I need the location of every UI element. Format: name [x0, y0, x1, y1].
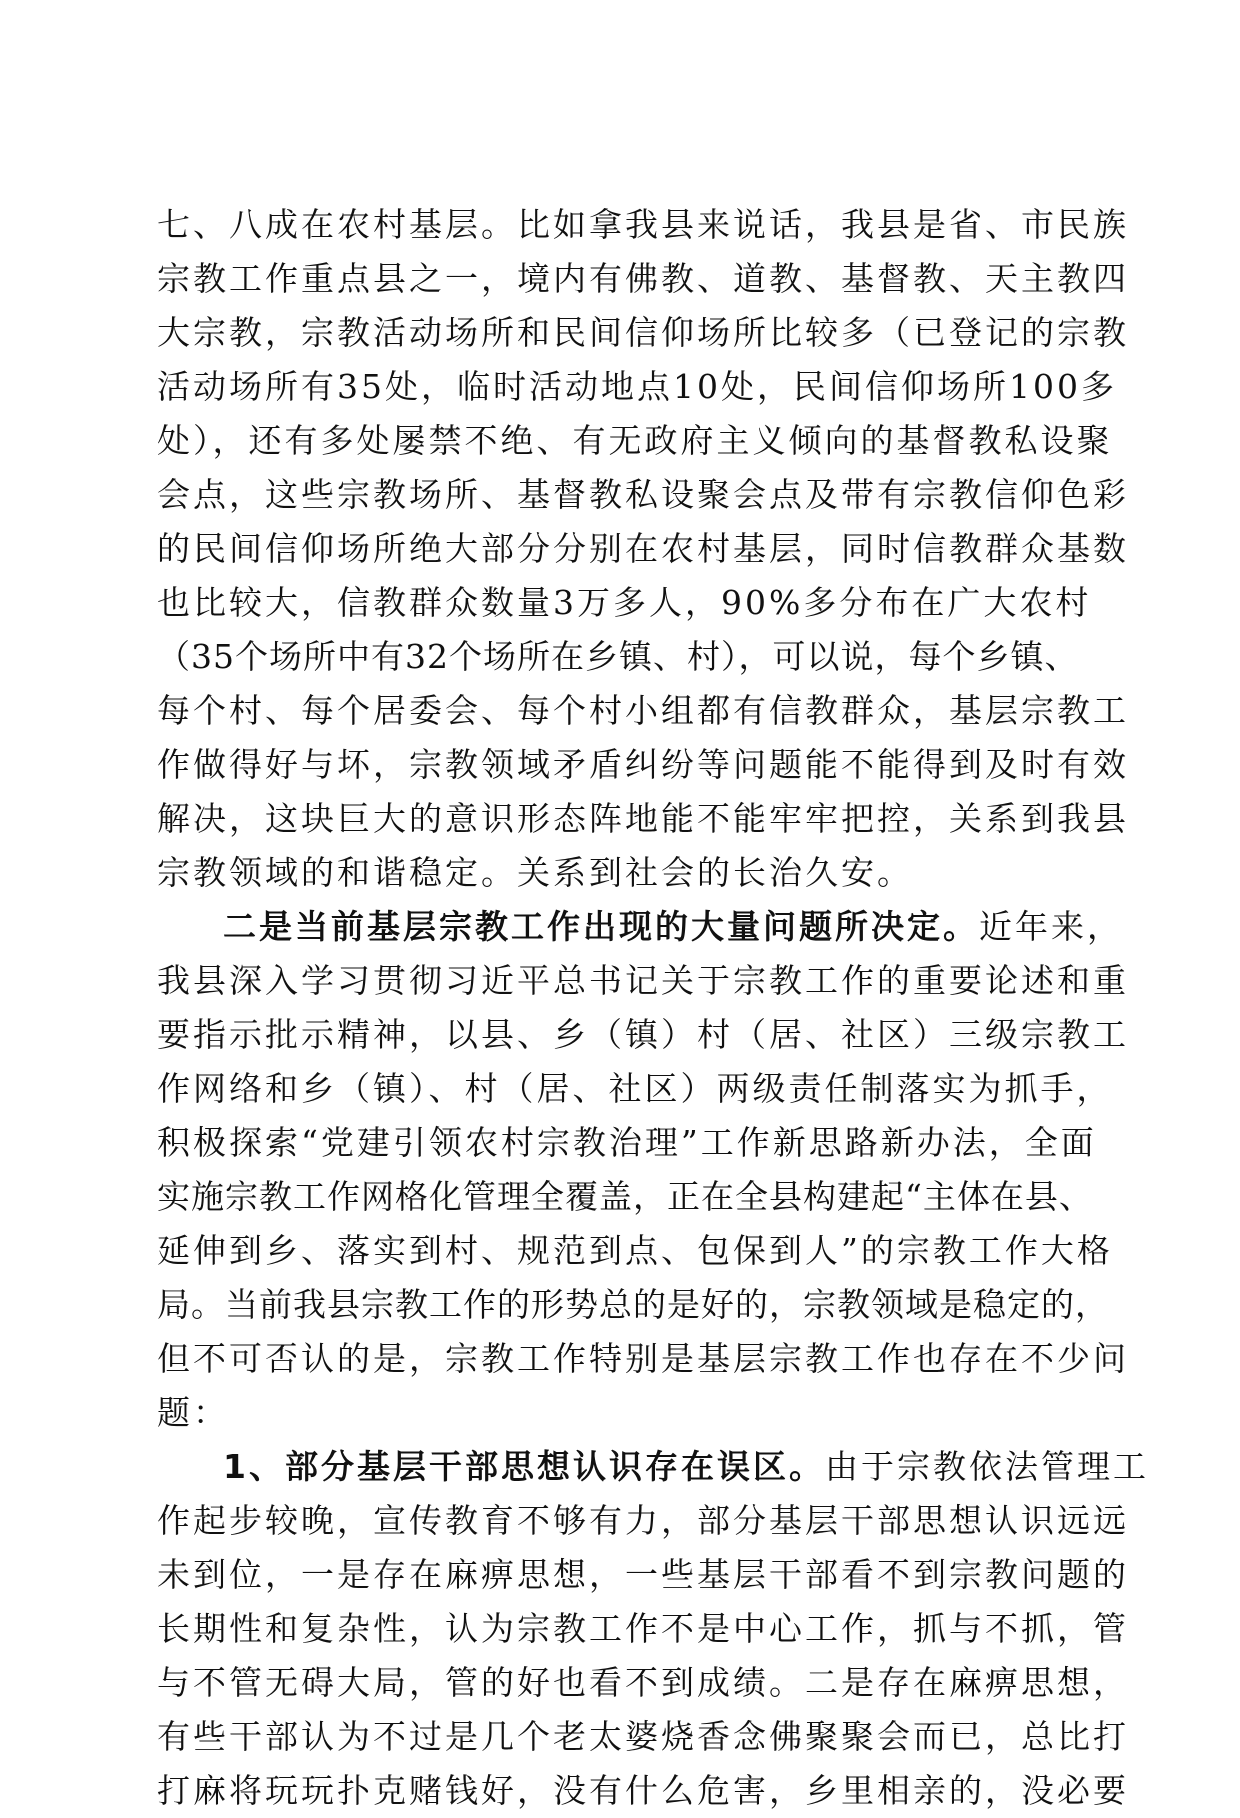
text-line: 作做得好与坏，宗教领域矛盾纠纷等问题能不能得到及时有效 [157, 745, 1129, 784]
text-line: 处），还有多处屡禁不绝、有无政府主义倾向的基督教私设聚 [157, 421, 1113, 460]
text-line: 长期性和复杂性，认为宗教工作不是中心工作，抓与不抓，管 [157, 1609, 1129, 1648]
text-line: 要指示批示精神，以县、乡（镇）村（居、社区）三级宗教工 [157, 1015, 1129, 1054]
text-line: 也比较大，信教群众数量3万多人，90%多分布在广大农村 [157, 583, 1092, 622]
text-line: 局。当前我县宗教工作的形势总的是好的，宗教领域是稳定的， [157, 1285, 1109, 1324]
text-line: 会点，这些宗教场所、基督教私设聚会点及带有宗教信仰色彩 [157, 475, 1129, 514]
text-line: 七、八成在农村基层。比如拿我县来说话，我县是省、市民族 [157, 205, 1129, 244]
text-line: 宗教领域的和谐稳定。关系到社会的长治久安。 [157, 853, 913, 892]
text-line: 我县深入学习贯彻习近平总书记关于宗教工作的重要论述和重 [157, 961, 1129, 1000]
text-line: 积极探索“党建引领农村宗教治理”工作新思路新办法，全面 [157, 1123, 1097, 1162]
text-line: （35个场所中有32个场所在乡镇、村），可以说，每个乡镇、 [157, 637, 1079, 676]
text-line: 题： [157, 1393, 229, 1432]
text-line: 解决，这块巨大的意识形态阵地能不能牢牢把控，关系到我县 [157, 799, 1129, 838]
text-line: 打麻将玩玩扑克赌钱好，没有什么危害，乡里相亲的，没必要 [157, 1771, 1129, 1810]
paragraph-text: 由于宗教依法管理工 [824, 1447, 1149, 1486]
text-line: 每个村、每个居委会、每个村小组都有信教群众，基层宗教工 [157, 691, 1129, 730]
document-body [157, 198, 1149, 1818]
text-line: 实施宗教工作网格化管理全覆盖，正在全县构建起“主体在县、 [157, 1177, 1093, 1216]
text-line: 延伸到乡、落实到村、规范到点、包保到人”的宗教工作大格 [157, 1231, 1113, 1270]
paragraph-heading: 二是当前基层宗教工作出现的大量问题所决定。 [223, 907, 979, 946]
paragraph-first-line [157, 900, 1123, 954]
text-line: 有些干部认为不过是几个老太婆烧香念佛聚聚会而已，总比打 [157, 1717, 1129, 1756]
paragraph-2 [157, 900, 1129, 1440]
text-line: 的民间信仰场所绝大部分分别在农村基层，同时信教群众基数 [157, 529, 1129, 568]
text-line: 大宗教，宗教活动场所和民间信仰场所比较多（已登记的宗教 [157, 313, 1129, 352]
text-line: 未到位，一是存在麻痹思想，一些基层干部看不到宗教问题的 [157, 1555, 1129, 1594]
paragraph-first-line [157, 1440, 1149, 1494]
text-line: 宗教工作重点县之一，境内有佛教、道教、基督教、天主教四 [157, 259, 1129, 298]
paragraph-heading: 1、部分基层干部思想认识存在误区。 [223, 1447, 825, 1486]
paragraph-3 [157, 1440, 1149, 1818]
paragraph-text: 近年来， [979, 907, 1123, 946]
text-line: 作网络和乡（镇）、村（居、社区）两级责任制落实为抓手， [157, 1069, 1113, 1108]
text-line: 活动场所有35处，临时活动地点10处，民间信仰场所100多 [157, 367, 1117, 406]
text-line: 但不可否认的是，宗教工作特别是基层宗教工作也存在不少问 [157, 1339, 1129, 1378]
paragraph-1 [157, 198, 1129, 900]
text-line: 与不管无碍大局，管的好也看不到成绩。二是存在麻痹思想， [157, 1663, 1129, 1702]
text-line: 作起步较晚，宣传教育不够有力，部分基层干部思想认识远远 [157, 1501, 1129, 1540]
